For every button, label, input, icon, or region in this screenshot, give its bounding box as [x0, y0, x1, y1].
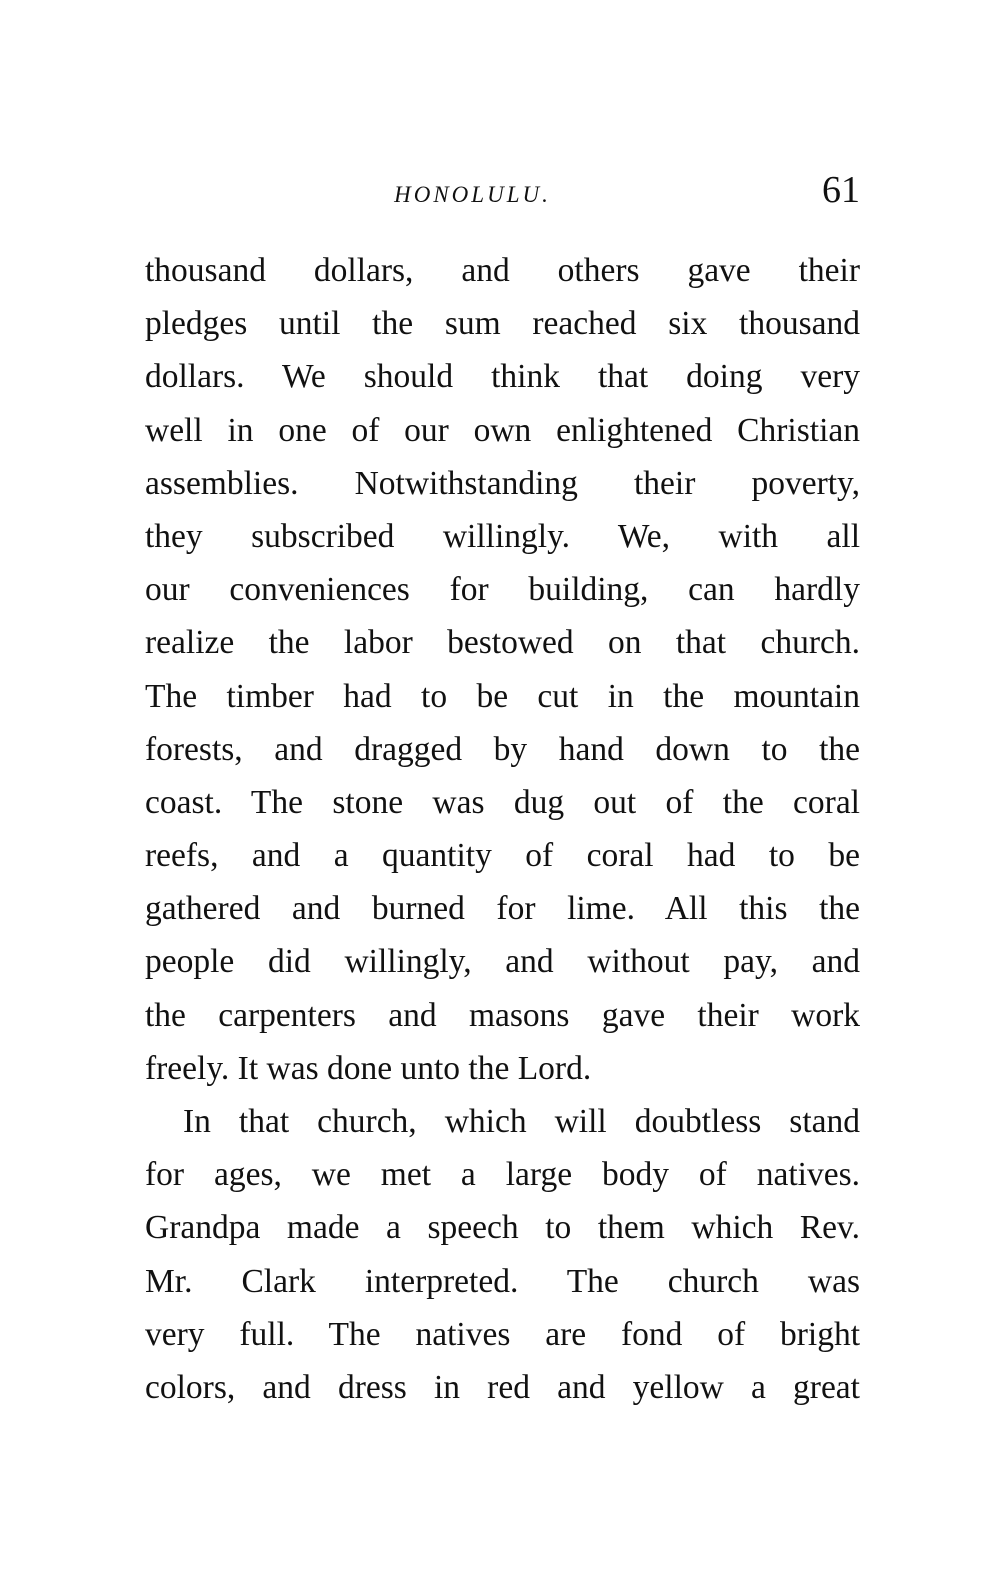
text-line: pledges until the sum reached six thousand	[145, 305, 860, 343]
text-line: freely. It was done unto the Lord.	[145, 1049, 592, 1087]
text-line: coast. The stone was dug out of the coral	[145, 783, 860, 821]
text-line: gathered and burned for lime. All this the	[145, 890, 860, 928]
paragraph-2	[145, 1095, 860, 1414]
text-line: realize the labor bestowed on that church.	[145, 624, 860, 662]
text-line: very full. The natives are fond of bright	[145, 1315, 860, 1353]
page-number: 61	[822, 169, 860, 211]
paragraph-1	[145, 244, 860, 1095]
text-line: Mr. Clark interpreted. The church was	[145, 1262, 860, 1300]
text-line: well in one of our own enlightened Christian	[145, 411, 860, 449]
body-text	[145, 244, 860, 1414]
text-line: In that church, which will doubtless stand	[183, 1103, 860, 1140]
text-line: forests, and dragged by hand down to the	[145, 730, 860, 768]
text-line: assemblies. Notwithstanding their poverty,	[145, 464, 860, 502]
text-line: they subscribed willingly. We, with all	[145, 517, 860, 555]
text-line: colors, and dress in red and yellow a great	[145, 1368, 860, 1406]
running-head	[145, 168, 860, 218]
text-line: our conveniences for building, can hardly	[145, 571, 860, 609]
text-line: The timber had to be cut in the mountain	[145, 677, 860, 715]
running-title: HONOLULU.	[394, 182, 551, 207]
text-line: thousand dollars, and others gave their	[145, 252, 860, 289]
text-line: dollars. We should think that doing very	[145, 358, 860, 396]
text-line: the carpenters and masons gave their work	[145, 996, 860, 1034]
text-line: people did willingly, and without pay, and	[145, 943, 860, 981]
text-line: for ages, we met a large body of natives.	[145, 1156, 860, 1194]
text-line: reefs, and a quantity of coral had to be	[145, 837, 860, 875]
text-line: Grandpa made a speech to them which Rev.	[145, 1209, 860, 1247]
